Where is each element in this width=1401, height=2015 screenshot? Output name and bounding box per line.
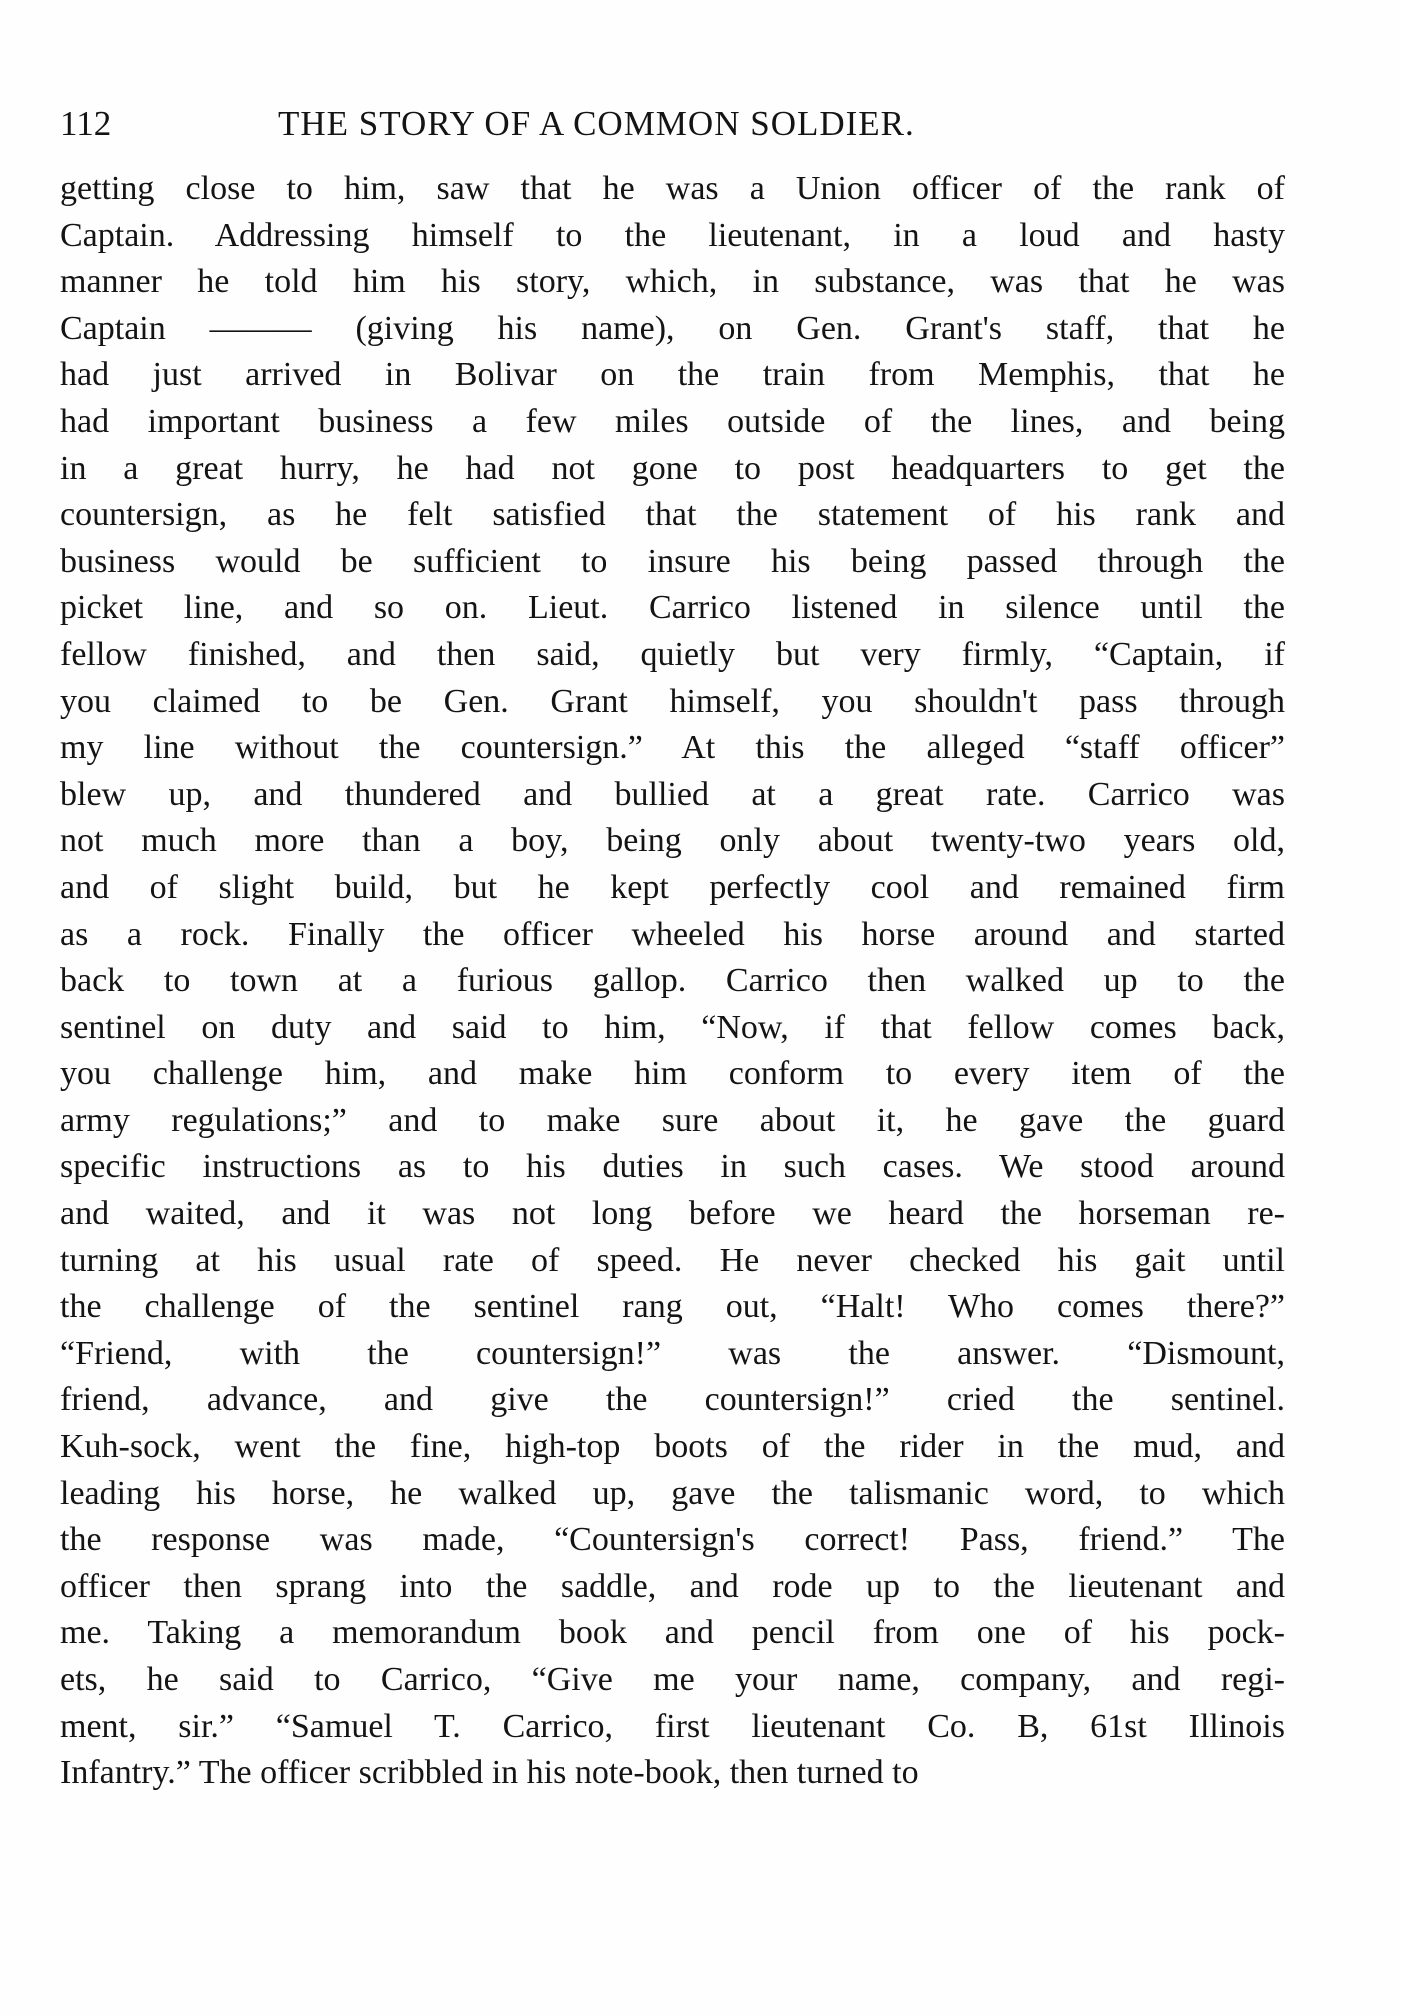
body-text xyxy=(60,166,1285,1797)
text-line: as a rock. Finally the officer wheeled his horse around and started xyxy=(60,915,1285,953)
text-line: in a great hurry, he had not gone to post headquarters to get the xyxy=(60,449,1285,487)
text-line: officer then sprang into the saddle, and rode up to the lieutenant and xyxy=(60,1567,1285,1605)
text-line: Kuh-sock, went the fine, high-top boots of the rider in the mud, and xyxy=(60,1428,1285,1466)
page-number: 112 xyxy=(60,104,112,143)
text-line: my line without the countersign.” At this the alleged “staff officer” xyxy=(60,729,1285,767)
text-line: picket line, and so on. Lieut. Carrico listened in silence until the xyxy=(60,589,1285,627)
text-line: ment, sir.” “Samuel T. Carrico, first lieutenant Co. B, 61st Illinois xyxy=(60,1707,1285,1745)
text-line: getting close to him, saw that he was a Union officer of the rank of xyxy=(60,170,1285,207)
text-line: leading his horse, he walked up, gave the talismanic word, to which xyxy=(60,1474,1285,1512)
text-line: fellow finished, and then said, quietly but very firmly, “Captain, if xyxy=(60,635,1285,673)
text-line: back to town at a furious gallop. Carrico then walked up to the xyxy=(60,962,1285,1000)
text-line: Captain. Addressing himself to the lieutenant, in a loud and hasty xyxy=(60,216,1285,254)
text-line: and waited, and it was not long before we heard the horseman re- xyxy=(60,1195,1285,1233)
text-line: sentinel on duty and said to him, “Now, if that fellow comes back, xyxy=(60,1008,1285,1046)
text-line: had just arrived in Bolivar on the train from Memphis, that he xyxy=(60,356,1285,394)
text-line: “Friend, with the countersign!” was the answer. “Dismount, xyxy=(60,1334,1285,1372)
text-line: Infantry.” The officer scribbled in his note-book, then turned to xyxy=(60,1754,919,1792)
text-line: the challenge of the sentinel rang out, “Halt! Who comes there?” xyxy=(60,1288,1285,1326)
text-line: had important business a few miles outside of the lines, and being xyxy=(60,402,1285,440)
text-line: manner he told him his story, which, in substance, was that he was xyxy=(60,263,1285,301)
text-line: you challenge him, and make him conform to every item of the xyxy=(60,1055,1285,1093)
text-line: not much more than a boy, being only about twenty-two years old, xyxy=(60,822,1285,860)
page-header xyxy=(60,104,1290,154)
text-line: turning at his usual rate of speed. He never checked his gait until xyxy=(60,1241,1285,1279)
text-line: specific instructions as to his duties in such cases. We stood around xyxy=(60,1148,1285,1186)
text-line: Captain ——— (giving his name), on Gen. Grant's staff, that he xyxy=(60,309,1285,347)
text-line: me. Taking a memorandum book and pencil from one of his pock- xyxy=(60,1614,1285,1652)
text-line: blew up, and thundered and bullied at a great rate. Carrico was xyxy=(60,775,1285,813)
text-line: ets, he said to Carrico, “Give me your name, company, and regi- xyxy=(60,1661,1285,1698)
text-line: and of slight build, but he kept perfectly cool and remained firm xyxy=(60,868,1285,906)
text-line: you claimed to be Gen. Grant himself, you shouldn't pass through xyxy=(60,682,1285,720)
text-line: business would be sufficient to insure his being passed through the xyxy=(60,542,1285,580)
text-line: friend, advance, and give the countersign!” cried the sentinel. xyxy=(60,1381,1285,1419)
text-line: countersign, as he felt satisfied that the statement of his rank and xyxy=(60,496,1285,534)
text-line: the response was made, “Countersign's correct! Pass, friend.” The xyxy=(60,1521,1285,1559)
running-title: THE STORY OF A COMMON SOLDIER. xyxy=(278,104,915,143)
text-line: army regulations;” and to make sure about it, he gave the guard xyxy=(60,1101,1285,1139)
